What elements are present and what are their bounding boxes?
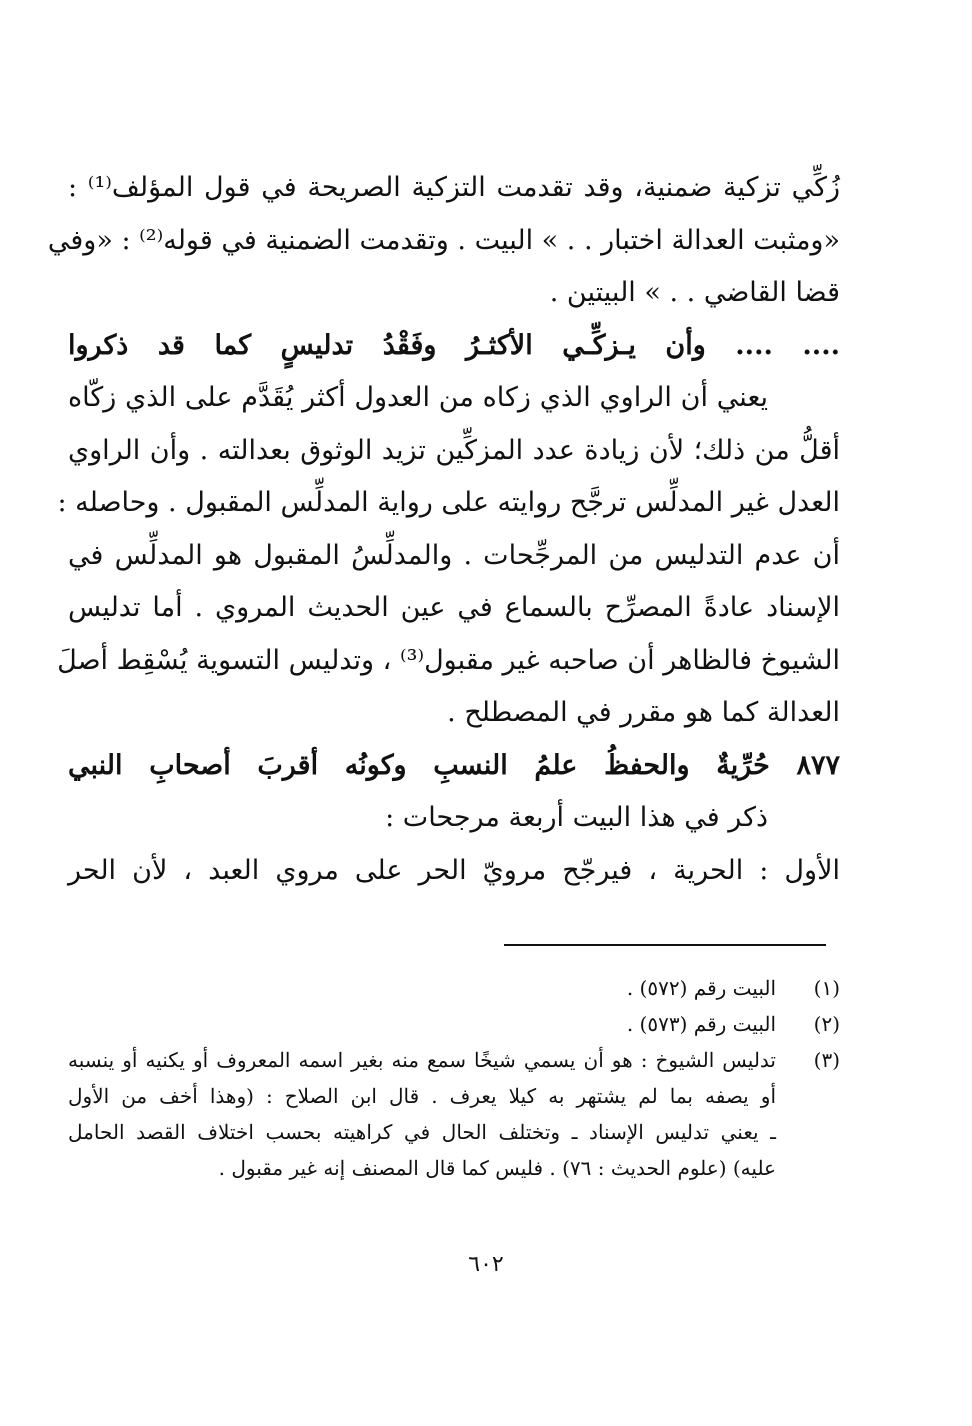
text-line-1: زُكِّي تزكية ضمنية، وقد تقدمت التزكية الصريحة في قول المؤلف⁽¹⁾ : <box>68 172 841 203</box>
text-line-5: يعني أن الراوي الذي زكاه من العدول أكثر يُقَدَّم على الذي زكّاه <box>68 382 768 413</box>
footnote-line: عليه) (علوم الحديث : ٧٦) . فليس كما قال المصنف إنه غير مقبول . <box>218 1156 776 1180</box>
footnotes <box>68 970 840 1186</box>
footnote-1 <box>68 970 840 1006</box>
footnote-line: أو يصفه بما لم يشتهر به كيلا يعرف . قال ابن الصلاح : (وهذا أخف من الأول <box>68 1084 776 1108</box>
footnote-line: تدليس الشيوخ : هو أن يسمي شيخًا سمع منه بغير اسمه المعروف أو يكنيه أو ينسبه <box>68 1048 776 1072</box>
footnote-3 <box>68 1042 840 1186</box>
text-line-7: العدل غير المدلِّس ترجَّح روايته على رواية المدلِّس المقبول . وحاصله : <box>57 487 840 518</box>
footnote-2 <box>68 1006 840 1042</box>
text-line-6: أقلُّ من ذلك؛ لأن زيادة عدد المزكِّين تزيد الوثوق بعدالته . وأن الراوي <box>68 434 840 466</box>
footnote-line: ـ يعني تدليس الإسناد ـ وتختلف الحال في كراهيته بحسب اختلاف القصد الحامل <box>68 1120 776 1144</box>
footnote-number: (٣) <box>813 1048 840 1072</box>
text-line-13: ذكر في هذا البيت أربعة مرجحات : <box>385 802 768 833</box>
verse-877-line: ٨٧٧ حُرِّيةٌ والحفظُ علمُ النسبِ وكونُه أقربَ أصحابِ النبي <box>68 749 840 781</box>
footnote-number: (٢) <box>813 1012 840 1036</box>
text-line-9: الإسناد عادةً المصرِّح بالسماع في عين الحديث المروي . أما تدليس <box>68 592 840 623</box>
text-line-3: قضا القاضي . . » البيتين . <box>549 277 840 308</box>
text-line-10: الشيوخ فالظاهر أن صاحبه غير مقبول⁽³⁾ ، وتدليس التسوية يُسْقِط أصلَ <box>57 644 840 676</box>
footnote-line: البيت رقم (٥٧٢) . <box>626 976 776 1000</box>
verse-876-line: .... .... وأن يـزكِّـي الأكثـرُ وفَقْدُ تدليسٍ كما قد ذكروا <box>68 329 840 361</box>
text-line-14: الأول : الحرية ، فيرجّح مرويّ الحر على مروي العبد ، لأن الحر <box>68 854 840 886</box>
footnote-line: البيت رقم (٥٧٣) . <box>626 1012 776 1036</box>
text-line-11: العدالة كما هو مقرر في المصطلح . <box>447 697 840 728</box>
text-line-2: «ومثبت العدالة اختبار . . » البيت . وتقدمت الضمنية في قوله⁽²⁾ : «وفي <box>47 224 840 256</box>
footnote-number: (١) <box>813 976 840 1000</box>
page-number: ٦٠٢ <box>468 1252 504 1277</box>
text-line-8: أن عدم التدليس من المرجِّحات . والمدلِّسُ المقبول هو المدلِّس في <box>68 539 840 571</box>
main-text <box>47 162 841 897</box>
footnote-separator <box>504 944 826 946</box>
